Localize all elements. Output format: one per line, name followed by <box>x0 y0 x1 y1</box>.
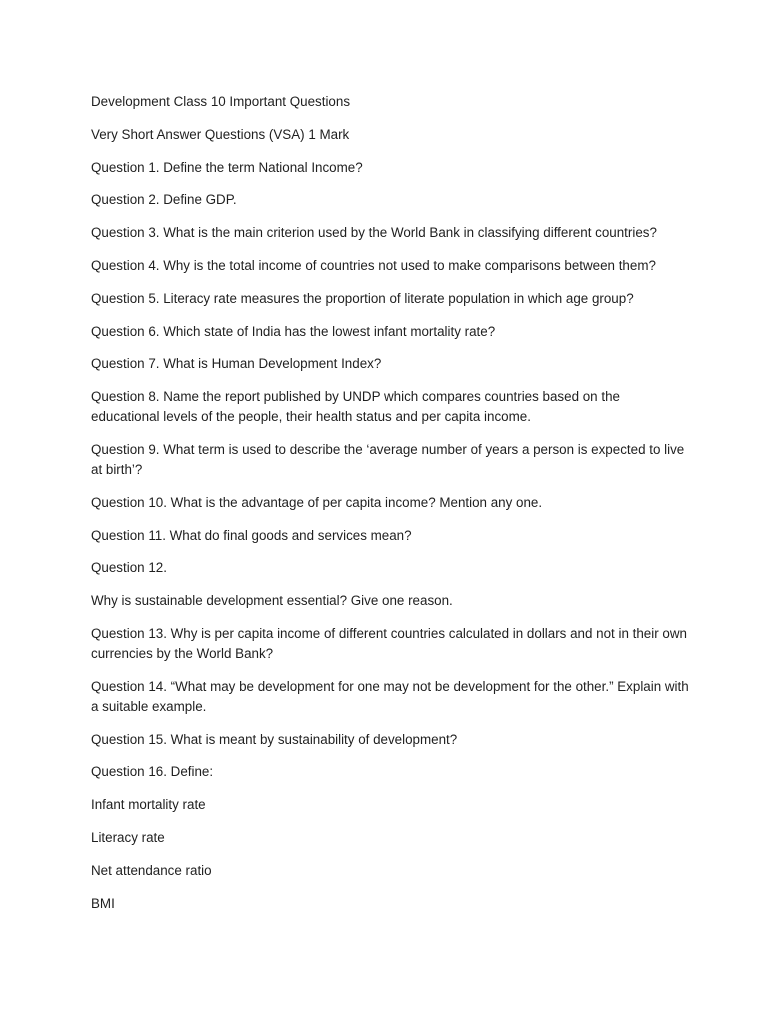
question-6: Question 6. Which state of India has the lowest infant mortality rate? <box>91 323 496 339</box>
question-4: Question 4. Why is the total income of countries not used to make comparisons between them? <box>91 257 656 273</box>
define-item-bmi: BMI <box>91 895 115 911</box>
question-8: Question 8. Name the report published by UNDP which compares countries based on the educational levels of the people, their health status and per capita income. <box>91 389 620 425</box>
question-7: Question 7. What is Human Development Index? <box>91 356 382 372</box>
question-3: Question 3. What is the main criterion used by the World Bank in classifying different countries? <box>91 225 657 241</box>
question-12: Question 12. <box>91 560 167 576</box>
define-item-infant-mortality-rate: Infant mortality rate <box>91 797 206 813</box>
question-11: Question 11. What do final goods and services mean? <box>91 527 412 543</box>
question-13: Question 13. Why is per capita income of different countries calculated in dollars and not in their own currencies by the World Bank? <box>91 625 687 661</box>
question-12-text: Why is sustainable development essential? Give one reason. <box>91 593 453 609</box>
define-item-net-attendance-ratio: Net attendance ratio <box>91 862 212 878</box>
question-9: Question 9. What term is used to describe the ‘average number of years a person is expected to live at birth’? <box>91 441 685 477</box>
question-14: Question 14. “What may be development for one may not be development for the other.” Explain with a suitable example. <box>91 678 689 714</box>
document-title: Development Class 10 Important Questions <box>91 94 351 109</box>
question-2: Question 2. Define GDP. <box>91 192 237 208</box>
question-5: Question 5. Literacy rate measures the proportion of literate population in which age group? <box>91 290 634 306</box>
document-body <box>91 92 691 926</box>
question-15: Question 15. What is meant by sustainability of development? <box>91 731 458 747</box>
question-16: Question 16. Define: <box>91 764 214 780</box>
section-heading: Very Short Answer Questions (VSA) 1 Mark <box>91 126 350 142</box>
define-item-literacy-rate: Literacy rate <box>91 829 165 845</box>
question-10: Question 10. What is the advantage of per capita income? Mention any one. <box>91 494 543 510</box>
question-1: Question 1. Define the term National Income? <box>91 159 363 175</box>
